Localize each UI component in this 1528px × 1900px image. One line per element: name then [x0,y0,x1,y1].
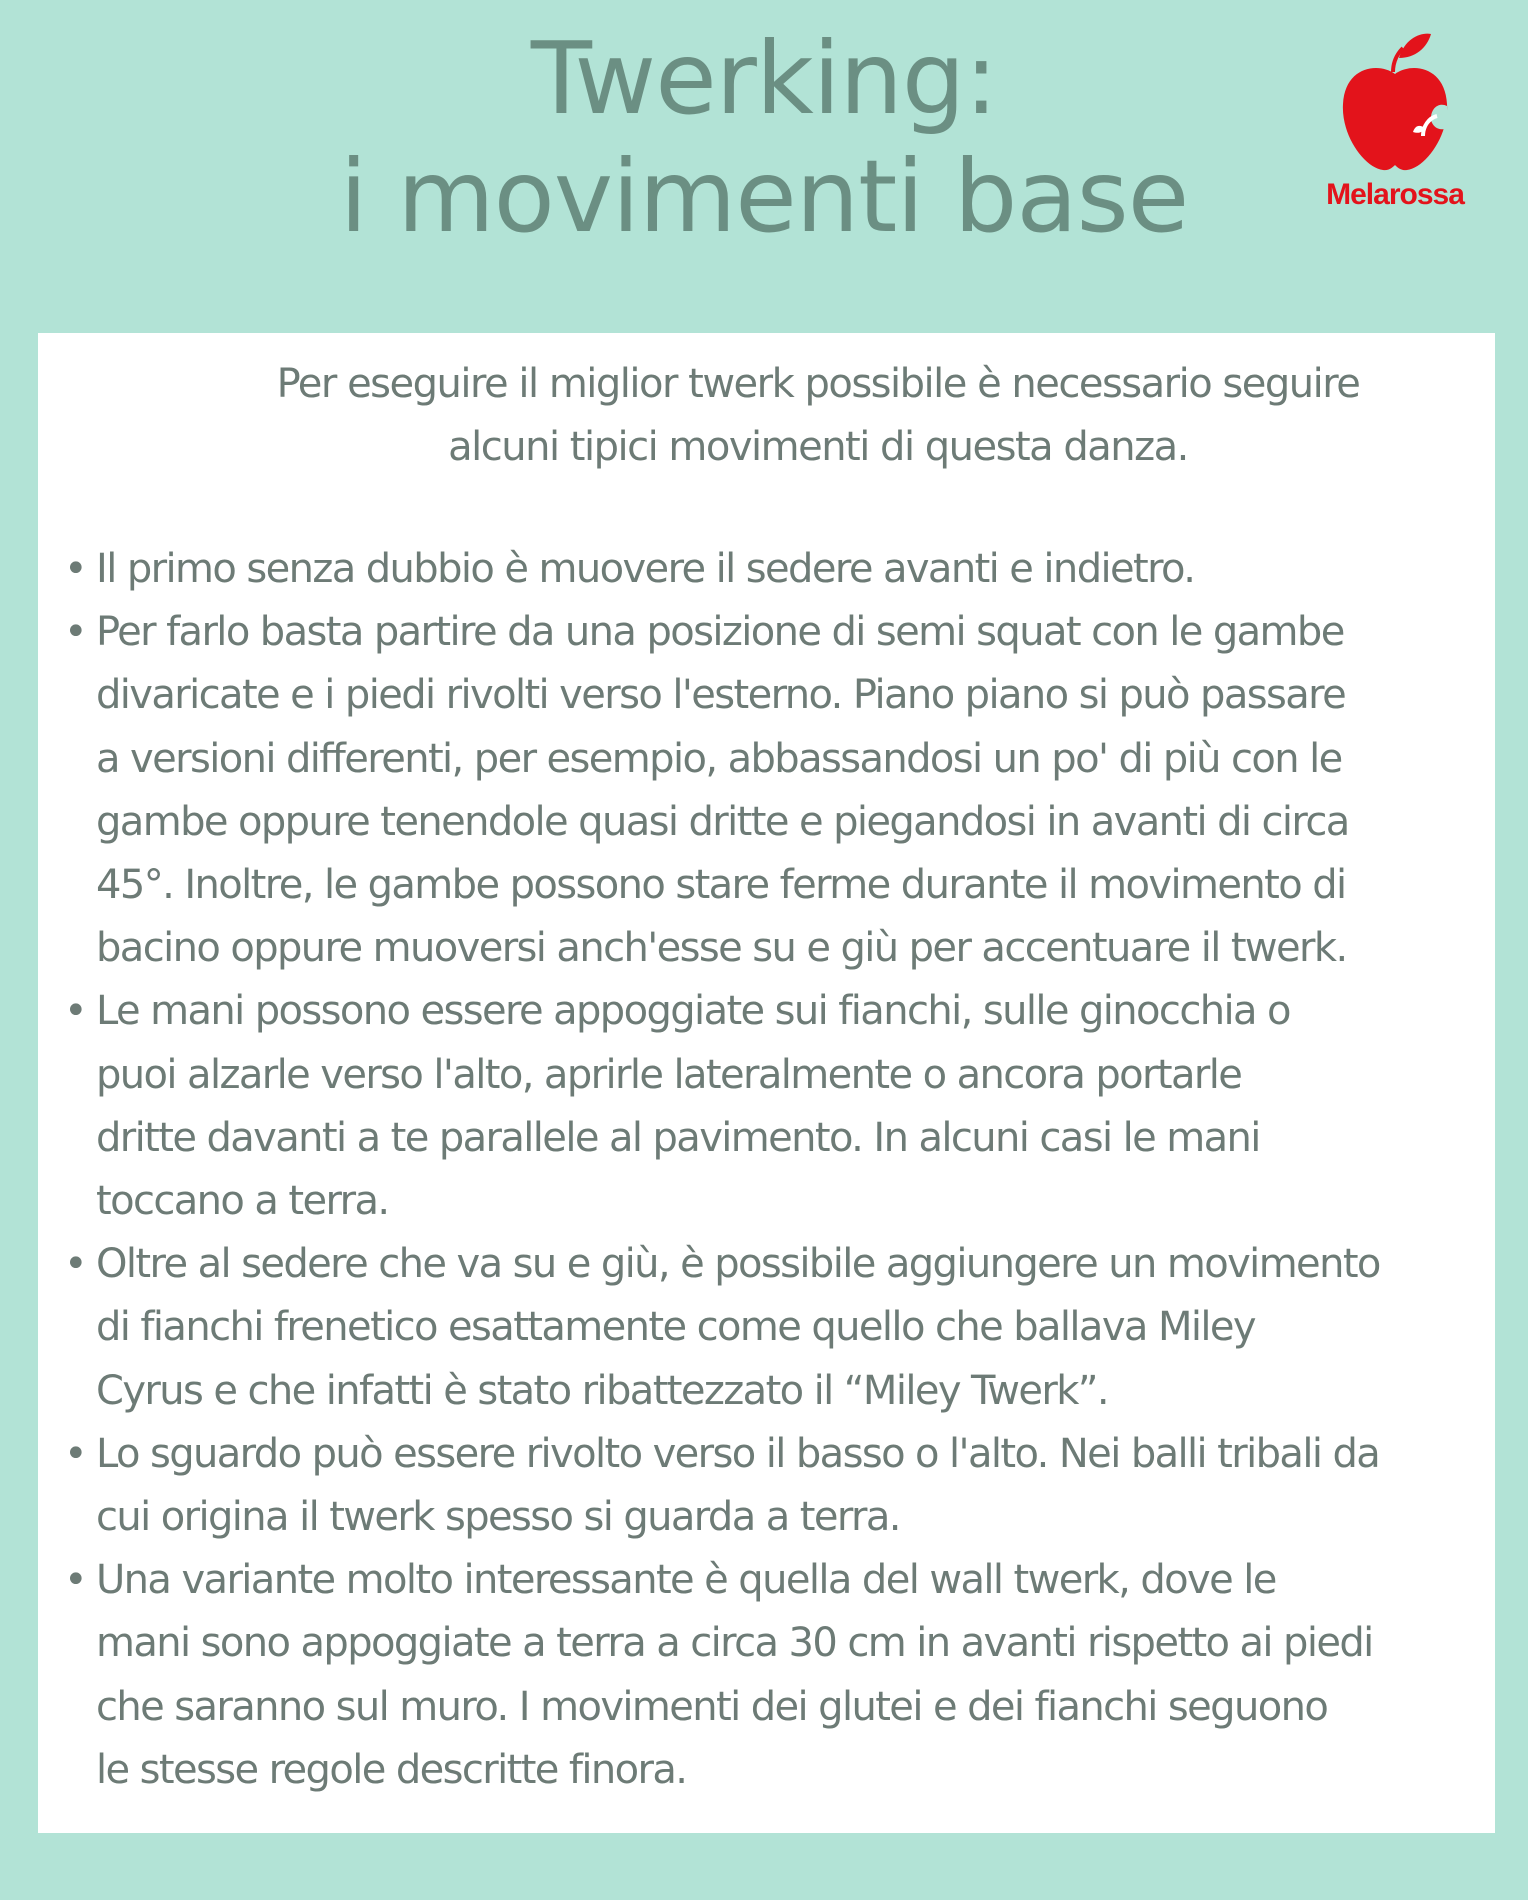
list-item-line: Oltre al sedere che va su e giù, è possibile aggiungere un movimento [96,1241,1380,1288]
list-item [58,538,1478,601]
title-line-2: i movimenti base [339,138,1189,255]
header [0,0,1528,330]
list-item-line: dritte davanti a te parallele al pavimento. In alcuni casi le mani [96,1114,1260,1161]
movements-list [58,538,1478,1802]
list-item-line: divaricate e i piedi rivolti verso l'esterno. Piano piano si può passare [96,672,1346,719]
list-item [58,601,1478,980]
bullet-icon: • [64,546,86,592]
list-item-line: le stesse regole descritte finora. [96,1746,687,1793]
list-item-line: puoi alzarle verso l'alto, aprirle lateralmente o ancora portarle [96,1051,1242,1098]
list-item-line: 45°. Inoltre, le gambe possono stare ferme durante il movimento di [96,862,1346,909]
list-item-line: toccano a terra. [96,1178,389,1225]
list-item-line: che saranno sul muro. I movimenti dei glutei e dei fianchi seguono [96,1683,1328,1730]
page-title [250,20,1278,256]
melarossa-logo [1300,28,1490,218]
list-item-line: gambe oppure tenendole quasi dritte e piegandosi in avanti di circa [96,798,1349,845]
list-item-line: Una variante molto interessante è quella del wall twerk, dove le [96,1557,1276,1604]
bullet-icon: • [64,609,86,656]
intro-line-2: alcuni tipici movimenti di questa danza. [448,424,1188,470]
brand-name: Melarossa [1326,178,1464,211]
list-item-line: mani sono appoggiate a terra a circa 30 cm in avanti rispetto ai piedi [96,1620,1373,1667]
intro-line-1: Per eseguire il miglior twerk possibile è necessario seguire [276,361,1360,407]
title-line-1: Twerking: [530,20,998,137]
list-item-line: Il primo senza dubbio è muovere il sedere avanti e indietro. [96,546,1195,592]
list-item-line: Lo sguardo può essere rivolto verso il basso o l'alto. Nei balli tribali da [96,1430,1380,1477]
intro-text [108,353,1528,479]
bullet-icon: • [64,988,86,1035]
list-item-line: Per farlo basta partire da una posizione di semi squat con le gambe [96,609,1344,656]
bullet-icon: • [64,1430,86,1477]
list-item [58,980,1478,1233]
list-item-line: di fianchi frenetico esattamente come quello che ballava Miley [96,1304,1255,1351]
content-card [38,333,1495,1833]
bullet-icon: • [64,1241,86,1288]
bullet-icon: • [64,1557,86,1604]
list-item [58,1233,1478,1423]
list-item-line: Cyrus e che infatti è stato ribattezzato il “Miley Twerk”. [96,1367,1109,1414]
list-item-line: a versioni differenti, per esempio, abbassandosi un po' di più con le [96,735,1342,782]
apple-icon [1335,28,1455,178]
list-item-line: Le mani possono essere appoggiate sui fianchi, sulle ginocchia o [96,988,1290,1035]
list-item-line: cui origina il twerk spesso si guarda a terra. [96,1494,900,1541]
list-item [58,1423,1478,1549]
list-item-line: bacino oppure muoversi anch'esse su e giù per accentuare il twerk. [96,925,1347,972]
list-item [58,1549,1478,1802]
